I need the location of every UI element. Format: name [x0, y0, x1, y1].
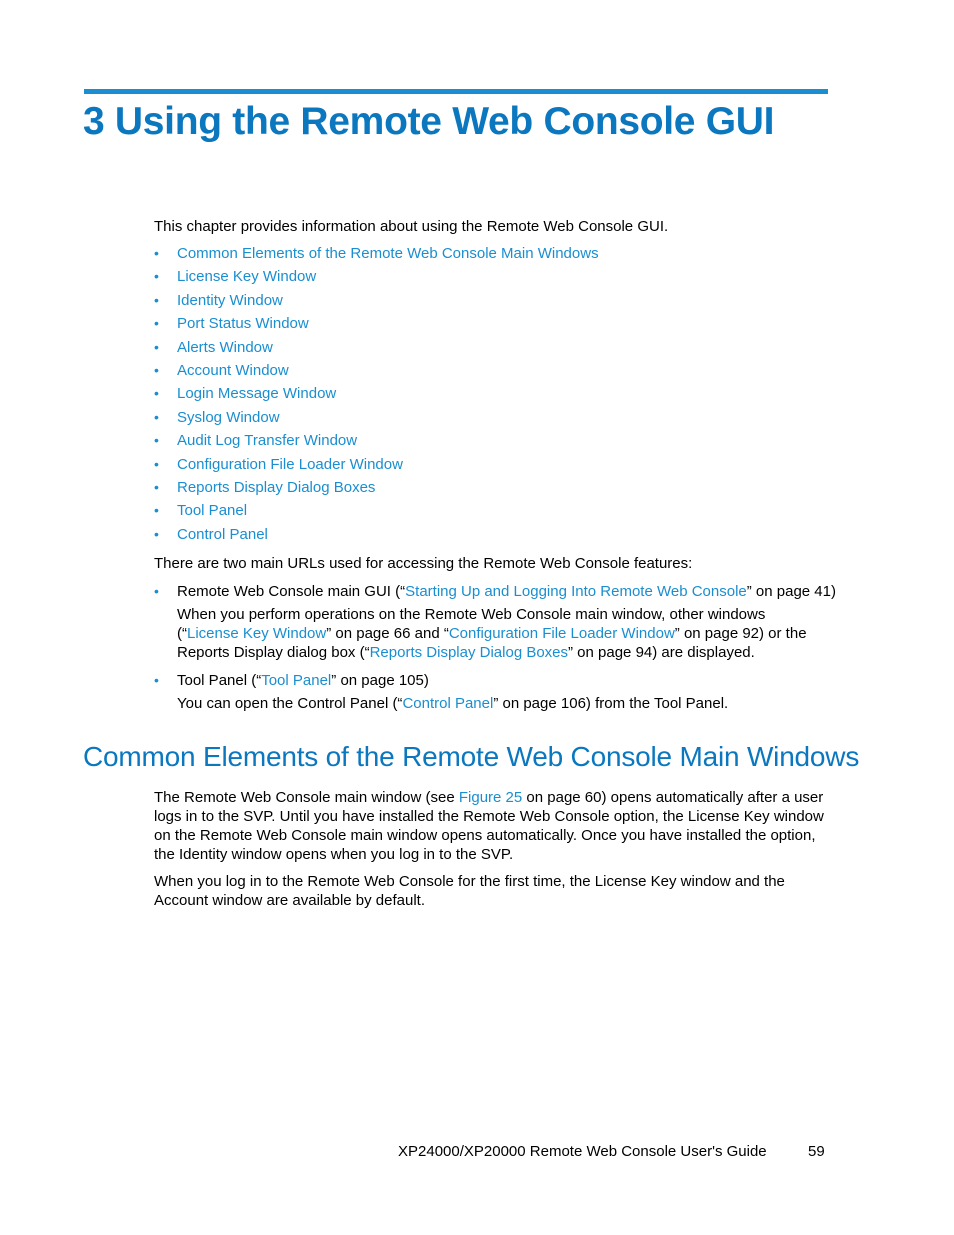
footer-page-number: 59	[808, 1143, 825, 1160]
toc-item[interactable]: • Tool Panel	[154, 499, 599, 522]
bullet-icon: •	[154, 315, 159, 332]
link-reports-display[interactable]: Reports Display Dialog Boxes	[369, 644, 569, 661]
bullet-icon: •	[154, 478, 159, 495]
toc-item[interactable]: • Common Elements of the Remote Web Console Main Windows	[154, 242, 599, 265]
toc-item[interactable]: • Syslog Window	[154, 406, 599, 429]
link-starting-up[interactable]: Starting Up and Logging Into Remote Web Console	[405, 583, 747, 600]
urls-intro: There are two main URLs used for accessing the Remote Web Console features:	[154, 555, 693, 572]
toc-item[interactable]: • Reports Display Dialog Boxes	[154, 476, 599, 499]
bullet-icon: •	[154, 245, 159, 261]
chapter-toc-list	[154, 242, 599, 546]
chapter-title: 3 Using the Remote Web Console GUI	[83, 100, 775, 143]
toc-item[interactable]: • Login Message Window	[154, 382, 599, 405]
toc-item[interactable]: • Configuration File Loader Window	[154, 453, 599, 476]
link-figure-25[interactable]: Figure 25	[458, 789, 523, 806]
url-item-main-gui	[154, 582, 836, 662]
toc-item[interactable]: • Account Window	[154, 359, 599, 382]
url-main-gui-desc: When you perform operations on the Remote Web Console main window, other windows (“License Key Window” on page 66 and “Configuration File Loader Window” on page 92) or the Reports Display dialog box (“Reports Display Dialog Boxes” on page 94) are displayed.	[177, 606, 807, 661]
url-tool-panel-desc: You can open the Control Panel (“Control Panel” on page 106) from the Tool Panel.	[177, 695, 729, 712]
url-tool-panel-lead: Tool Panel (“Tool Panel” on page 105)	[177, 672, 429, 689]
url-main-gui-lead: Remote Web Console main GUI (“Starting Up and Logging Into Remote Web Console” on page 41)	[177, 583, 836, 600]
toc-item[interactable]: • Audit Log Transfer Window	[154, 429, 599, 452]
chapter-intro: This chapter provides information about using the Remote Web Console GUI.	[154, 218, 669, 235]
bullet-icon: •	[154, 455, 159, 472]
link-license-key-window[interactable]: License Key Window	[187, 625, 327, 642]
toc-item[interactable]: • Control Panel	[154, 523, 599, 546]
section-title: Common Elements of the Remote Web Console Main Windows	[83, 741, 860, 772]
link-configuration-file-loader[interactable]: Configuration File Loader Window	[448, 625, 675, 642]
toc-item[interactable]: • Port Status Window	[154, 312, 599, 335]
bullet-icon: •	[154, 525, 159, 542]
bullet-icon: •	[154, 361, 159, 378]
link-control-panel[interactable]: Control Panel	[402, 695, 494, 712]
section-paragraph-2: When you log in to the Remote Web Console for the first time, the License Key window and the Account window are available by default.	[154, 873, 785, 909]
bullet-icon: •	[154, 672, 159, 688]
chapter-rule	[84, 89, 828, 94]
bullet-icon: •	[154, 583, 159, 599]
bullet-icon: •	[154, 432, 159, 449]
toc-item[interactable]: • License Key Window	[154, 265, 599, 288]
footer-guide-title: XP24000/XP20000 Remote Web Console User's Guide	[398, 1143, 767, 1160]
bullet-icon: •	[154, 291, 159, 308]
bullet-icon: •	[154, 268, 159, 285]
bullet-icon: •	[154, 502, 159, 519]
bullet-icon: •	[154, 385, 159, 402]
toc-item[interactable]: • Alerts Window	[154, 336, 599, 359]
url-item-tool-panel	[154, 671, 830, 713]
link-tool-panel[interactable]: Tool Panel	[261, 672, 332, 689]
bullet-icon: •	[154, 338, 159, 355]
toc-item[interactable]: • Identity Window	[154, 289, 599, 312]
section-paragraph-1: The Remote Web Console main window (see Figure 25 on page 60) opens automatically after a user logs in to the SVP. Until you have installed the Remote Web Console option, the License Key window on the Remote Web Console main window opens automatically. Once you have installed the option, the Identity window opens when you log in to the SVP.	[154, 789, 824, 863]
bullet-icon: •	[154, 408, 159, 425]
